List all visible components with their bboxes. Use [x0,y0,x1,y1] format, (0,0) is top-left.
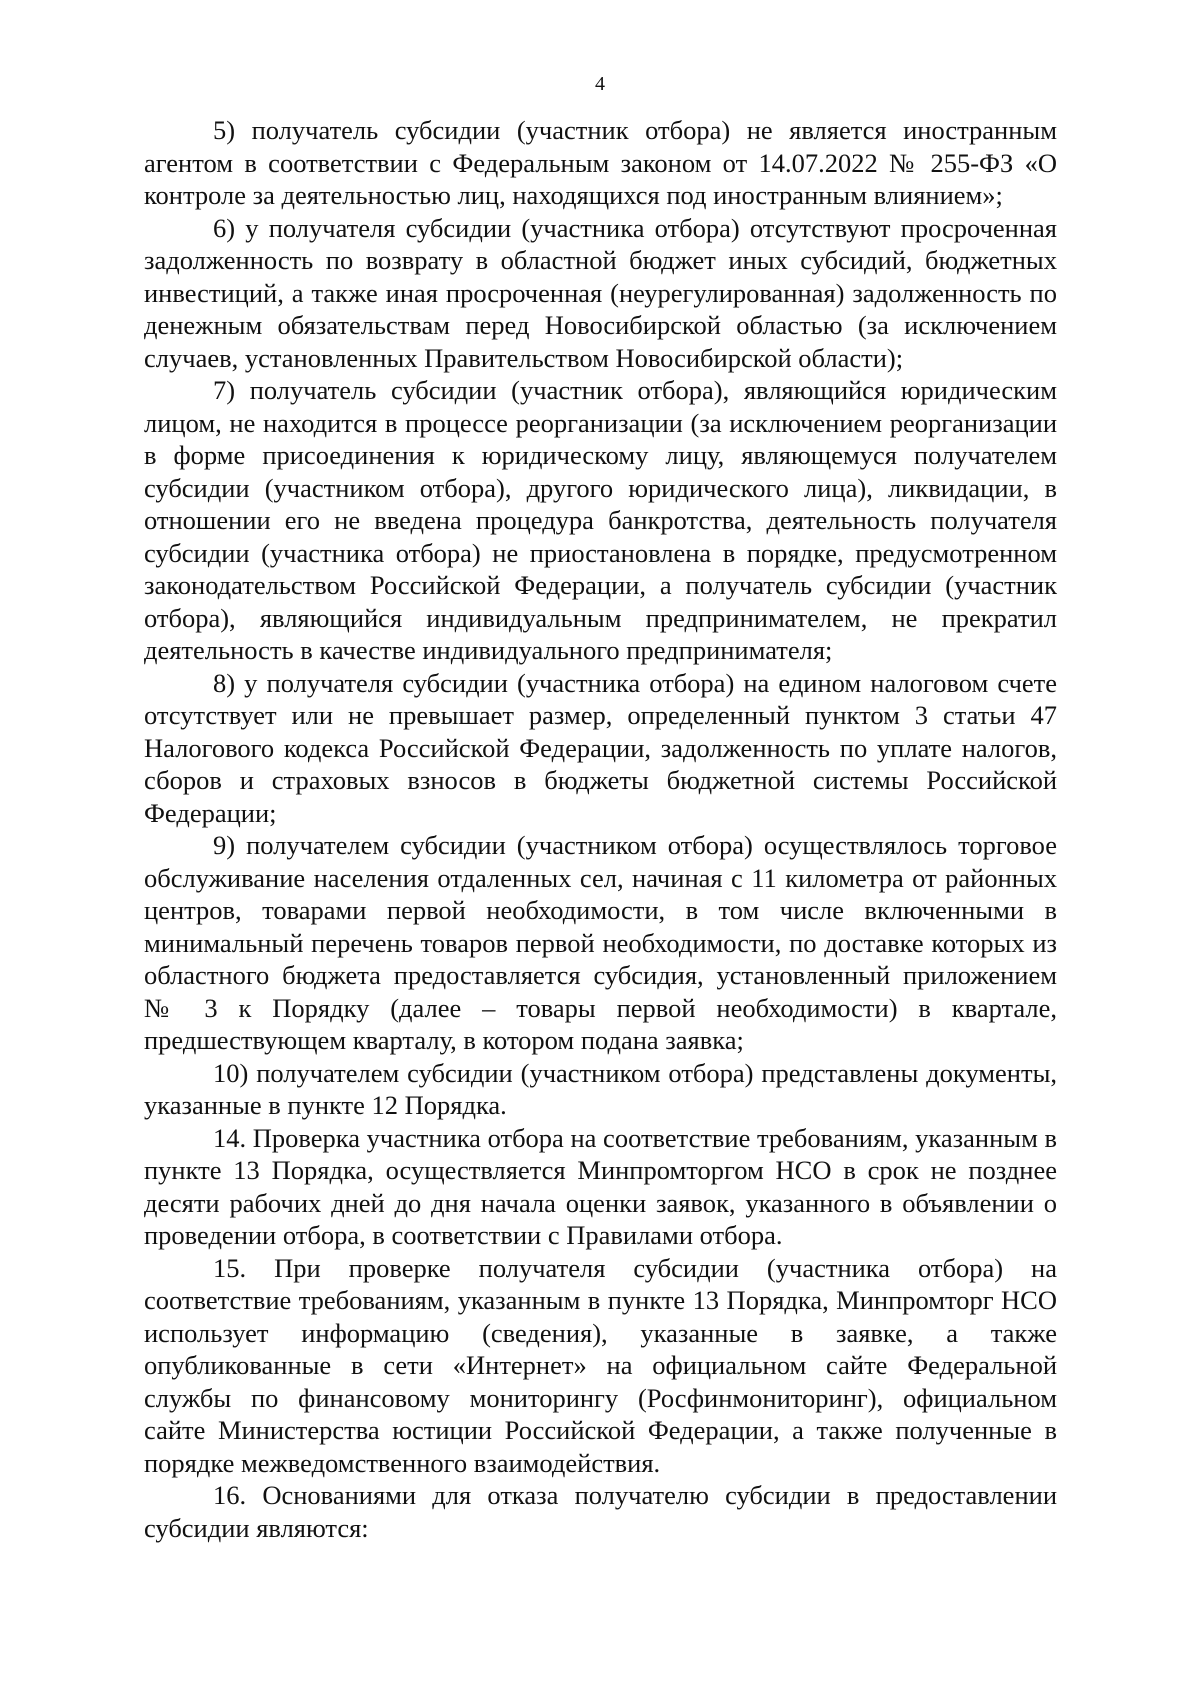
paragraph-item-5: 5) получатель субсидии (участник отбора) не является иностранным агентом в соответствии с Федеральным законом от 14.07.2022 № 255-ФЗ «О контроле за деятельностью лиц, находящихся под иностранным влиянием»; [144,115,1057,210]
document-body [144,114,1057,1544]
paragraph-item-7: 7) получатель субсидии (участник отбора), являющийся юридическим лицом, не находится в процессе реорганизации (за исключением реорганизации в форме присоединения к юридическому лицу, являющемуся получателем субсидии (участником отбора), другого юридического лица), ликвидации, в отношении его не введена процедура банкротства, деятельность получателя субсидии (участника отбора) не приостановлена в порядке, предусмотренном законодательством Российской Федерации, а получатель субсидии (участник отбора), являющийся индивидуальным предпринимателем, не прекратил деятельность в качестве индивидуального предпринимателя; [144,375,1057,665]
paragraph-item-8: 8) у получателя субсидии (участника отбора) на едином налоговом счете отсутствует или не превышает размер, определенный пунктом 3 статьи 47 Налогового кодекса Российской Федерации, задолженность по уплате налогов, сборов и страховых взносов в бюджеты бюджетной системы Российской Федерации; [144,667,1057,828]
paragraph-item-10: 10) получателем субсидии (участником отбора) представлены документы, указанные в пункте 12 Порядка. [144,1057,1057,1120]
paragraph-clause-15: 15. При проверке получателя субсидии (участника отбора) на соответствие требованиям, указанным в пункте 13 Порядка, Минпромторг НСО использует информацию (сведения), указанные в заявке, а также опубликованные в сети «Интернет» на официальном сайте Федеральной службы по финансовому мониторингу (Росфинмониторинг), официальном сайте Министерства юстиции Российской Федерации, а также полученные в порядке межведомственного взаимодействия. [144,1252,1057,1478]
paragraph-clause-14: 14. Проверка участника отбора на соответствие требованиям, указанным в пункте 13 Порядка, осуществляется Минпромторгом НСО в срок не позднее десяти рабочих дней до дня начала оценки заявок, указанного в объявлении о проведении отбора, в соответствии с Правилами отбора. [144,1122,1057,1250]
paragraph-clause-16: 16. Основаниями для отказа получателю субсидии в предоставлении субсидии являются: [144,1480,1057,1543]
paragraph-item-6: 6) у получателя субсидии (участника отбора) отсутствуют просроченная задолженность по возврату в областной бюджет иных субсидий, бюджетных инвестиций, а также иная просроченная (неурегулированная) задолженность по денежным обязательствам перед Новосибирской областью (за исключением случаев, установленных Правительством Новосибирской области); [144,212,1057,373]
page-number: 4 [595,73,605,95]
paragraph-item-9: 9) получателем субсидии (участником отбора) осуществлялось торговое обслуживание населения отдаленных сел, начиная с 11 километра от районных центров, товарами первой необходимости, в том числе включенными в минимальный перечень товаров первой необходимости, по доставке которых из областного бюджета предоставляется субсидия, установленный приложением № 3 к Порядку (далее – товары первой необходимости) в квартале, предшествующем кварталу, в котором подана заявка; [144,830,1057,1055]
